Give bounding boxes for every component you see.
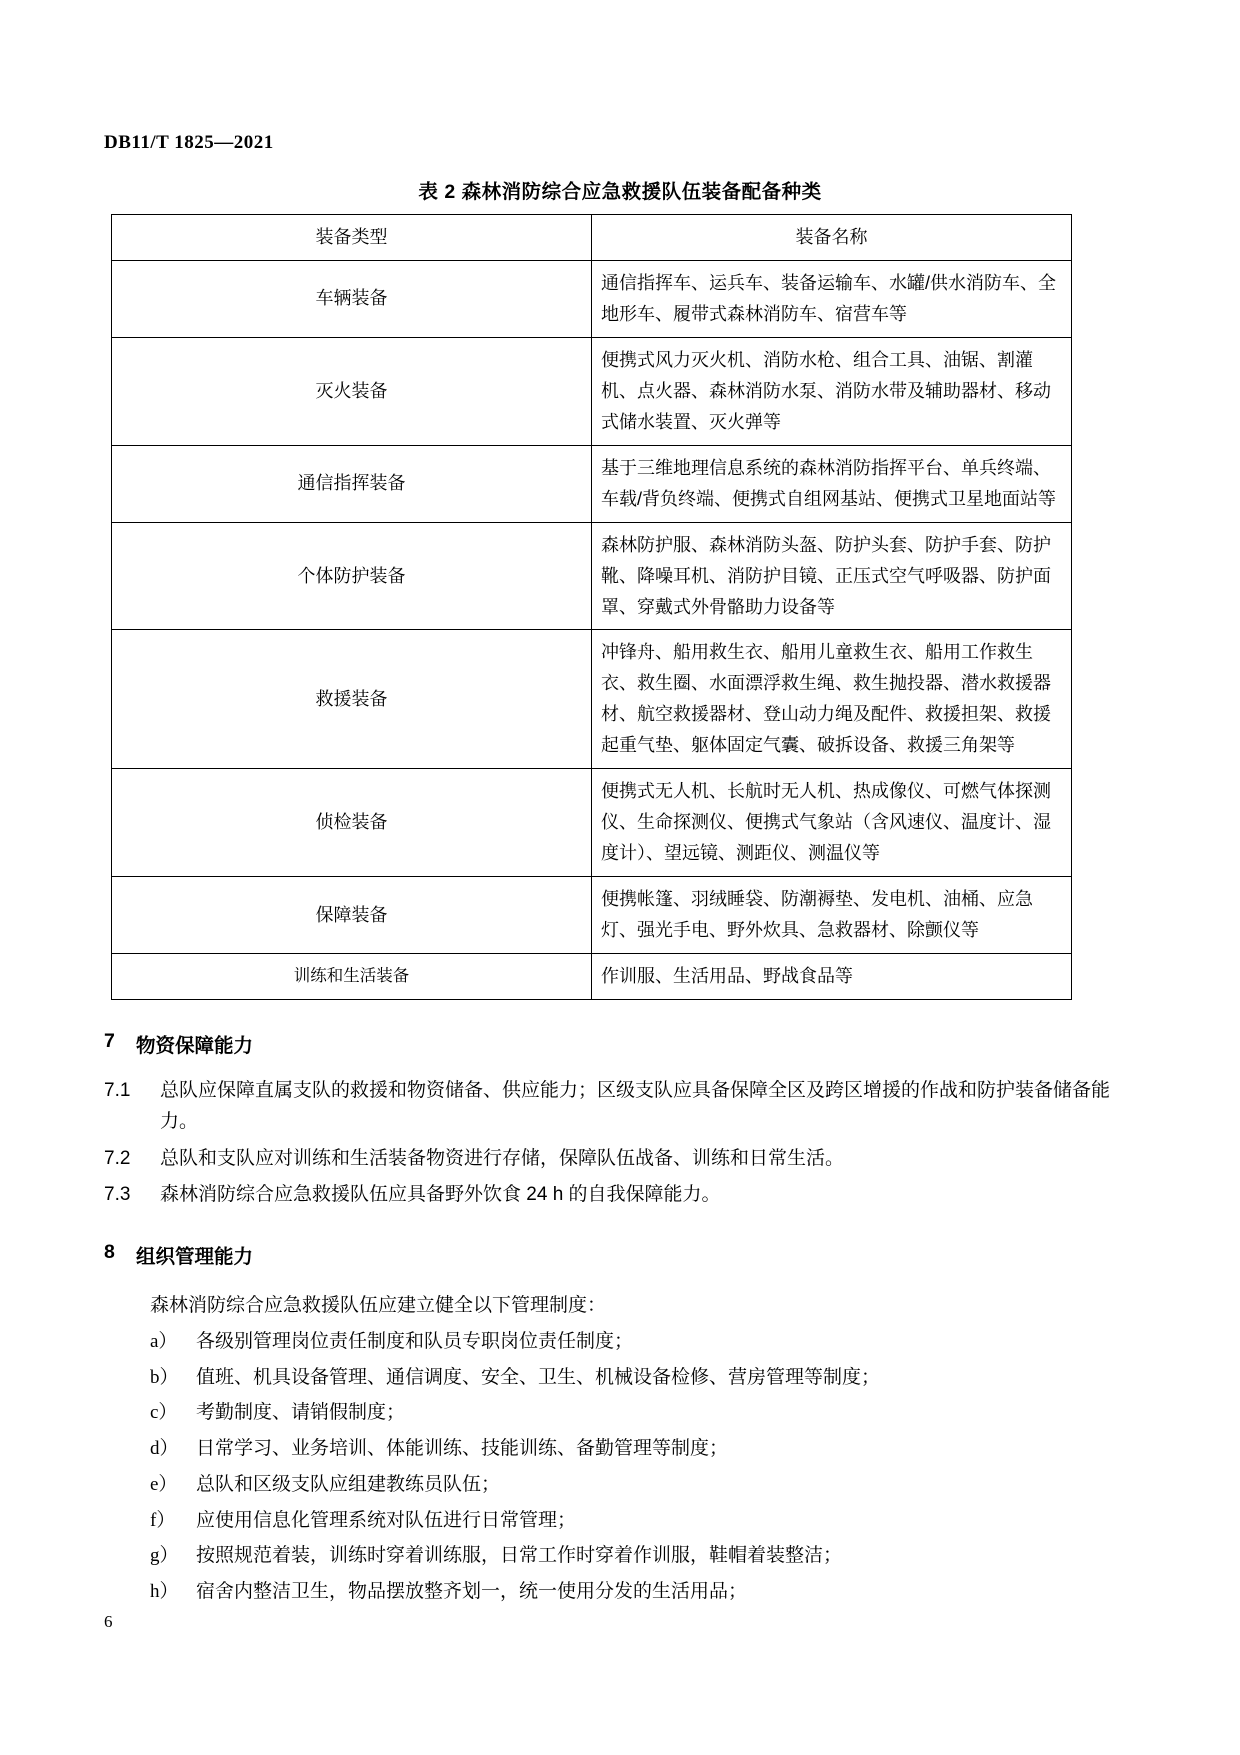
list-marker: b） [150, 1366, 179, 1388]
list-item-text: 考勤制度、请销假制度； [196, 1402, 406, 1424]
list-item [150, 1327, 1136, 1358]
column-header-equipment-type: 装备类型 [112, 215, 592, 261]
cell-equipment-type: 训练和生活装备 [112, 954, 592, 1000]
list-item [150, 1363, 1136, 1394]
paragraph-index: 7.2 [104, 1147, 131, 1169]
cell-equipment-name: 通信指挥车、运兵车、装备运输车、水罐/供水消防车、全地形车、履带式森林消防车、宿营车等 [592, 260, 1072, 337]
list-item-text: 各级别管理岗位责任制度和队员专职岗位责任制度； [196, 1330, 634, 1352]
section-title: 物资保障能力 [136, 1035, 254, 1058]
list-item-text: 应使用信息化管理系统对队伍进行日常管理； [196, 1509, 577, 1531]
list-item-text: 值班、机具设备管理、通信调度、安全、卫生、机械设备检修、营房管理等制度； [196, 1366, 881, 1388]
cell-equipment-type: 个体防护装备 [112, 522, 592, 630]
cell-equipment-name: 冲锋舟、船用救生衣、船用儿童救生衣、船用工作救生衣、救生圈、水面漂浮救生绳、救生抛投器、潜水救援器材、航空救援器材、登山动力绳及配件、救援担架、救援起重气垫、躯体固定气囊、破拆设备、救援三角架等 [592, 630, 1072, 769]
paragraph-7-3 [104, 1180, 1136, 1211]
cell-equipment-type: 通信指挥装备 [112, 445, 592, 522]
cell-equipment-type: 灭火装备 [112, 337, 592, 445]
cell-equipment-name: 便携式无人机、长航时无人机、热成像仪、可燃气体探测仪、生命探测仪、便携式气象站（含风速仪、温度计、湿度计）、望远镜、测距仪、测温仪等 [592, 769, 1072, 877]
paragraph-text: 总队和支队应对训练和生活装备物资进行存储，保障队伍战备、训练和日常生活。 [160, 1147, 845, 1169]
table-row [112, 769, 1072, 877]
page-content [104, 132, 1136, 1608]
table-row [112, 877, 1072, 954]
section-8-body [150, 1291, 1136, 1608]
cell-equipment-name: 作训服、生活用品、野战食品等 [592, 954, 1072, 1000]
section-title: 组织管理能力 [136, 1246, 254, 1269]
table-row [112, 260, 1072, 337]
table-header-row [112, 215, 1072, 261]
cell-equipment-name: 基于三维地理信息系统的森林消防指挥平台、单兵终端、车载/背负终端、便携式自组网基站、便携式卫星地面站等 [592, 445, 1072, 522]
table-row [112, 445, 1072, 522]
section-heading-7 [104, 1030, 1136, 1058]
cell-equipment-name: 森林防护服、森林消防头盔、防护头套、防护手套、防护靴、降噪耳机、消防护目镜、正压式空气呼吸器、防护面罩、穿戴式外骨骼助力设备等 [592, 522, 1072, 630]
page-number: 6 [104, 1612, 113, 1631]
list-marker: f） [150, 1509, 176, 1531]
list-item-text: 日常学习、业务培训、体能训练、技能训练、备勤管理等制度； [196, 1438, 729, 1460]
section-heading-8 [104, 1241, 1136, 1269]
section-number: 8 [104, 1241, 115, 1264]
table-row [112, 954, 1072, 1000]
section-number: 7 [104, 1030, 115, 1053]
standard-code-header: DB11/T 1825—2021 [104, 132, 274, 153]
list-item [150, 1506, 1136, 1537]
list-marker: d） [150, 1438, 179, 1460]
cell-equipment-name: 便携式风力灭火机、消防水枪、组合工具、油锯、割灌机、点火器、森林消防水泵、消防水带及辅助器材、移动式储水装置、灭火弹等 [592, 337, 1072, 445]
list-item [150, 1434, 1136, 1465]
table-row [112, 522, 1072, 630]
list-marker: h） [150, 1581, 179, 1603]
column-header-equipment-name: 装备名称 [592, 215, 1072, 261]
list-marker: g） [150, 1545, 179, 1567]
list-item [150, 1470, 1136, 1501]
list-item [150, 1577, 1136, 1608]
equipment-table [111, 214, 1072, 1000]
list-marker: e） [150, 1473, 178, 1495]
table-title: 表 2 森林消防综合应急救援队伍装备配备种类 [418, 181, 822, 203]
paragraph-index: 7.1 [104, 1080, 131, 1102]
paragraph-7-2 [104, 1144, 1136, 1175]
cell-equipment-name: 便携帐篷、羽绒睡袋、防潮褥垫、发电机、油桶、应急灯、强光手电、野外炊具、急救器材、除颤仪等 [592, 877, 1072, 954]
paragraph-7-1 [104, 1076, 1136, 1138]
list-item [150, 1398, 1136, 1429]
cell-equipment-type: 车辆装备 [112, 260, 592, 337]
list-marker: a） [150, 1330, 178, 1352]
paragraph-text: 森林消防综合应急救援队伍应具备野外饮食 24 h 的自我保障能力。 [160, 1184, 721, 1206]
list-item-text: 宿舍内整洁卫生，物品摆放整齐划一，统一使用分发的生活用品； [196, 1581, 748, 1603]
table-row [112, 337, 1072, 445]
table-row [112, 630, 1072, 769]
section-8-intro: 森林消防综合应急救援队伍应建立健全以下管理制度： [150, 1295, 607, 1317]
cell-equipment-type: 救援装备 [112, 630, 592, 769]
cell-equipment-type: 保障装备 [112, 877, 592, 954]
paragraph-text: 总队应保障直属支队的救援和物资储备、供应能力；区级支队应具备保障全区及跨区增援的作战和防护装备储备能力。 [160, 1080, 1111, 1132]
cell-equipment-type: 侦检装备 [112, 769, 592, 877]
list-item [150, 1541, 1136, 1572]
paragraph-index: 7.3 [104, 1184, 131, 1206]
list-marker: c） [150, 1402, 178, 1424]
list-item-text: 按照规范着装，训练时穿着训练服，日常工作时穿着作训服，鞋帽着装整洁； [196, 1545, 843, 1567]
list-item-text: 总队和区级支队应组建教练员队伍； [196, 1473, 501, 1495]
